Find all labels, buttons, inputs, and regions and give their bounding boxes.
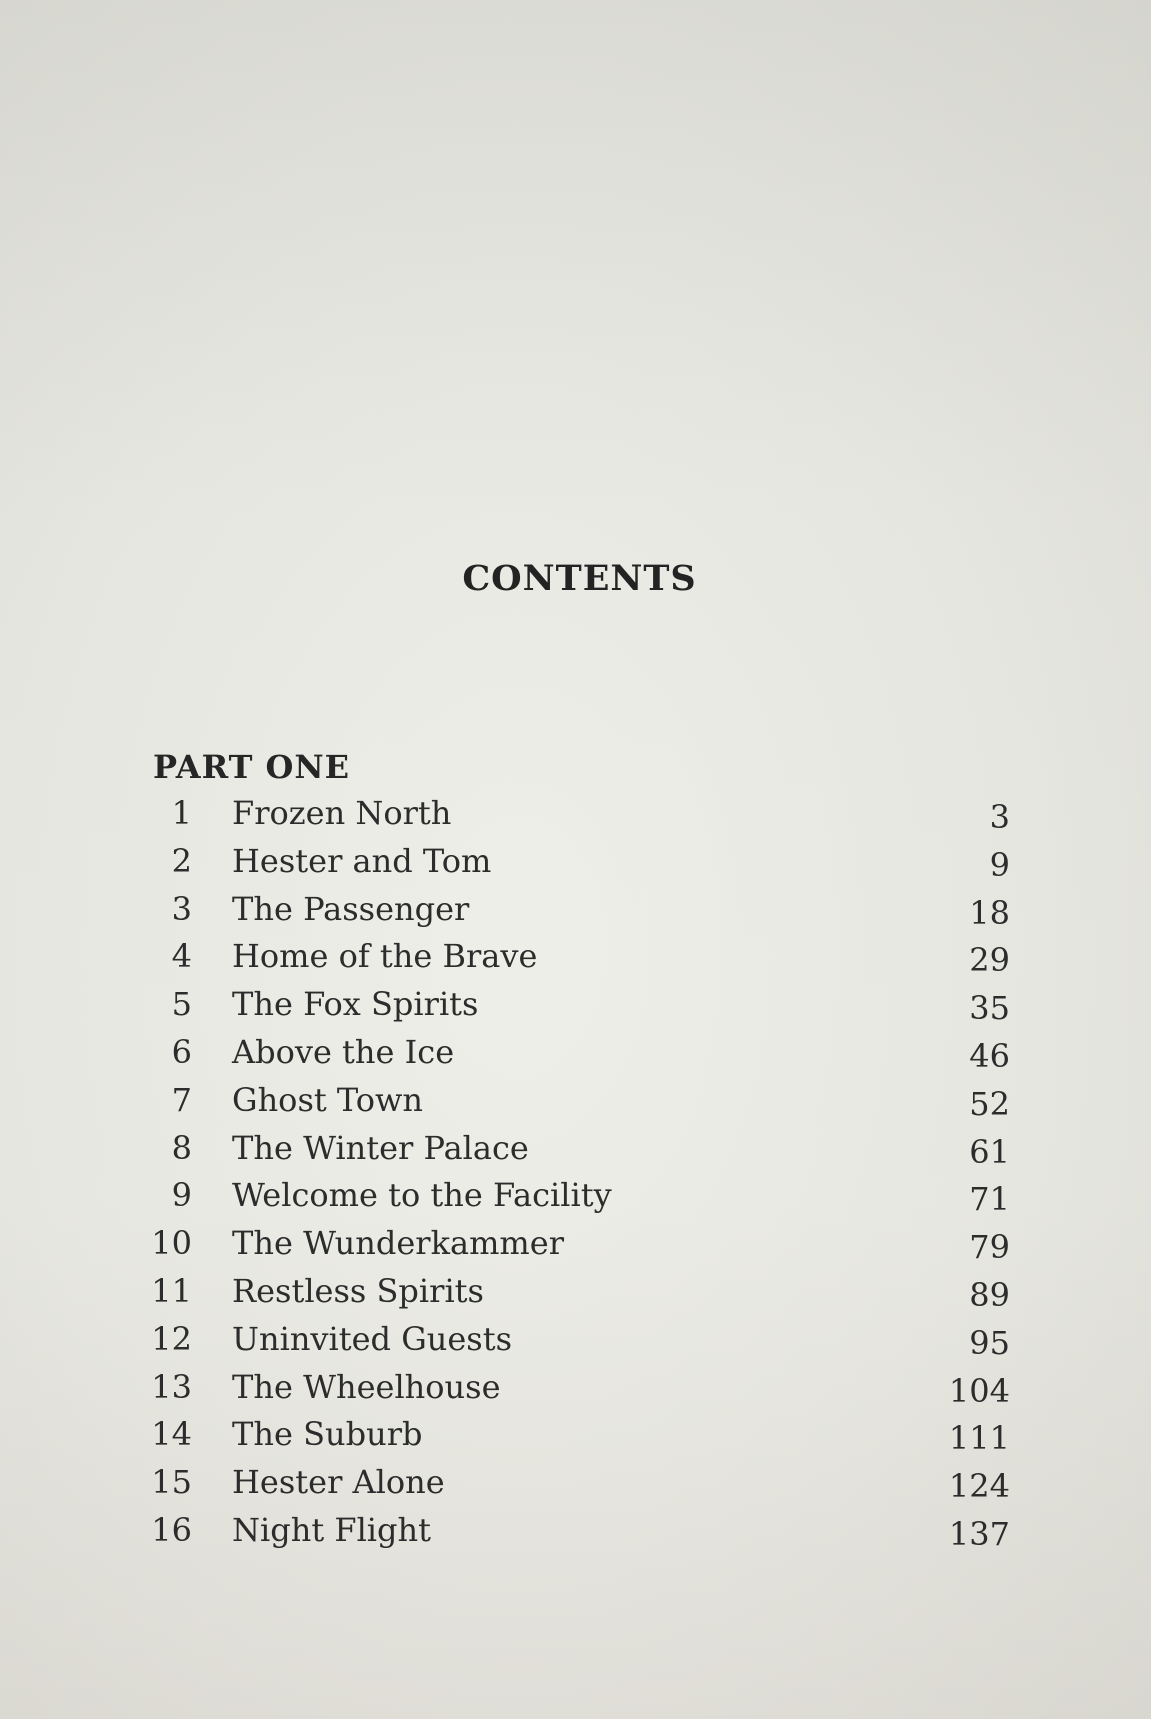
chapter-number: 11 xyxy=(151,1271,192,1310)
chapter-title: Frozen North xyxy=(232,794,452,832)
page-number: 95 xyxy=(969,1323,1010,1362)
page-number: 137 xyxy=(948,1514,1010,1553)
chapter-title: The Wunderkammer xyxy=(232,1224,564,1263)
page-number: 29 xyxy=(969,941,1010,980)
toc-entry xyxy=(150,842,1010,890)
toc-entry xyxy=(150,1272,1010,1320)
toc-entry xyxy=(150,794,1010,842)
chapter-number: 7 xyxy=(171,1080,192,1119)
chapter-number: 3 xyxy=(171,889,192,928)
toc-entry xyxy=(150,1368,1010,1416)
page-number: 71 xyxy=(969,1180,1010,1219)
page-number: 61 xyxy=(969,1132,1010,1171)
page-number: 46 xyxy=(969,1036,1010,1075)
chapter-title: Home of the Brave xyxy=(232,937,538,976)
table-of-contents xyxy=(150,794,1010,1559)
chapter-number: 2 xyxy=(171,841,192,880)
chapter-title: Night Flight xyxy=(232,1510,431,1549)
toc-entry xyxy=(150,1033,1010,1081)
toc-entry xyxy=(150,1463,1010,1511)
chapter-number: 16 xyxy=(151,1510,192,1549)
toc-entry xyxy=(150,1415,1010,1463)
chapter-title: The Fox Spirits xyxy=(232,985,479,1024)
chapter-title: The Wheelhouse xyxy=(232,1367,501,1406)
chapter-number: 12 xyxy=(151,1319,192,1358)
page-number: 52 xyxy=(969,1084,1010,1123)
page-number: 104 xyxy=(948,1371,1010,1410)
toc-entry xyxy=(150,1176,1010,1224)
toc-entry xyxy=(150,1511,1010,1559)
page-number: 79 xyxy=(969,1228,1010,1267)
chapter-number: 1 xyxy=(171,794,192,832)
chapter-title: Above the Ice xyxy=(232,1032,455,1071)
page-number: 89 xyxy=(969,1275,1010,1314)
chapter-number: 6 xyxy=(171,1032,192,1071)
page-number: 3 xyxy=(989,798,1010,836)
chapter-number: 13 xyxy=(151,1367,192,1406)
chapter-title: Hester Alone xyxy=(232,1463,445,1502)
toc-entry xyxy=(150,937,1010,985)
page-number: 18 xyxy=(969,893,1010,932)
chapter-number: 4 xyxy=(171,937,192,976)
page-number: 111 xyxy=(948,1419,1010,1458)
toc-entry xyxy=(150,985,1010,1033)
page-number: 9 xyxy=(989,845,1010,884)
chapter-title: Hester and Tom xyxy=(232,841,492,880)
toc-entry xyxy=(150,890,1010,938)
page-number: 35 xyxy=(969,989,1010,1028)
toc-entry xyxy=(150,1081,1010,1129)
chapter-title: Welcome to the Facility xyxy=(232,1176,612,1215)
chapter-title: Uninvited Guests xyxy=(232,1319,512,1358)
chapter-title: Restless Spirits xyxy=(232,1271,484,1310)
chapter-number: 5 xyxy=(171,985,192,1024)
toc-entry xyxy=(150,1224,1010,1272)
chapter-title: The Suburb xyxy=(232,1415,423,1454)
contents-title: CONTENTS xyxy=(462,558,697,599)
toc-entry xyxy=(150,1129,1010,1177)
chapter-title: The Winter Palace xyxy=(232,1128,529,1167)
chapter-number: 10 xyxy=(151,1224,192,1263)
chapter-number: 14 xyxy=(151,1415,192,1454)
chapter-number: 9 xyxy=(171,1176,192,1215)
chapter-number: 15 xyxy=(151,1463,192,1502)
toc-entry xyxy=(150,1320,1010,1368)
chapter-title: Ghost Town xyxy=(232,1080,424,1119)
part-heading: PART ONE xyxy=(153,748,351,786)
chapter-title: The Passenger xyxy=(232,889,470,928)
chapter-number: 8 xyxy=(171,1128,192,1167)
page-number: 124 xyxy=(948,1467,1010,1506)
